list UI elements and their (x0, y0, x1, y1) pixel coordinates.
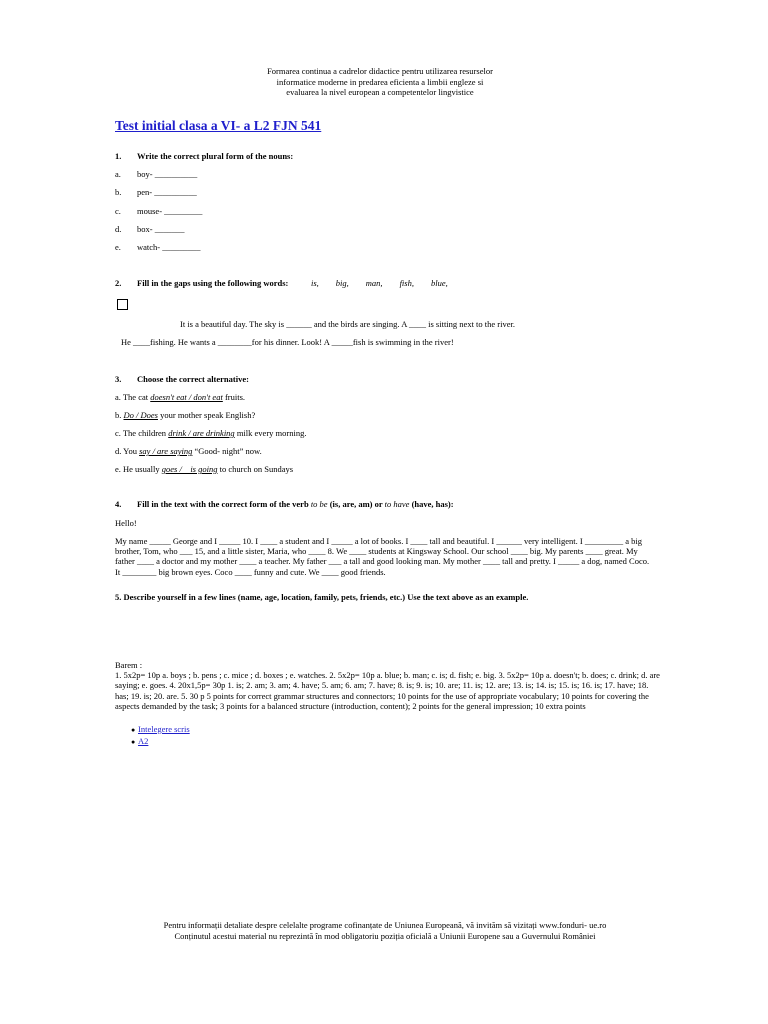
q1-item-a (115, 169, 197, 179)
item-alternatives: say / are saying (139, 446, 193, 456)
question-text: Write the correct plural form of the nouns: (137, 151, 294, 161)
bullet-icon: ● (131, 726, 136, 734)
header (150, 66, 610, 98)
question-number: 2. (115, 278, 122, 288)
item-text: watch- _________ (137, 242, 201, 252)
tag-link-item (131, 724, 190, 736)
footer-line-1: Pentru informații detaliate despre celelalte programe cofinanțate de Uniunea Europeană, vă invităm să vizitați www.fonduri- ue.ro (163, 920, 607, 930)
word-bank-word: blue, (430, 278, 448, 288)
q2-text-line-1: It is a beautiful day. The sky is ______ and the birds are singing. A ____ is sitting next to the river. (180, 319, 515, 329)
word-bank (311, 278, 465, 288)
item-alternatives: goes / is going (161, 464, 218, 474)
verb: to have (384, 499, 410, 509)
q2-text-line-2: He ____fishing. He wants a ________for his dinner. Look! A _____fish is swimming in the river! (121, 337, 454, 347)
answer-key-label: Barem : (115, 660, 143, 670)
q3-item-d (115, 446, 262, 456)
item-text: mouse- _________ (137, 206, 203, 216)
item-text: your mother speak English? (157, 410, 256, 420)
question-5-heading: 5. Describe yourself in a few lines (name, age, location, family, pets, friends, etc.) Use the text above as an example. (115, 592, 529, 602)
item-text: fruits. (222, 392, 246, 402)
item-text: box- _______ (137, 224, 185, 234)
question-1-heading (115, 151, 293, 161)
question-4-heading (115, 499, 454, 509)
word-bank-word: man, (365, 278, 383, 288)
question-2-heading (115, 278, 288, 288)
question-text: (is, are, am) or (327, 499, 385, 509)
question-number: 3. (115, 374, 122, 384)
q3-item-e (115, 464, 293, 474)
header-line-3: evaluarea la nivel european a competentelor lingvistice (286, 87, 474, 97)
q3-item-b (115, 410, 255, 420)
q1-item-b (115, 187, 197, 197)
footer (80, 920, 690, 941)
q1-item-e (115, 242, 201, 252)
tag-links (131, 724, 190, 747)
question-text: Choose the correct alternative: (137, 374, 249, 384)
answer-key-text: 1. 5x2p= 10p a. boys ; b. pens ; c. mice ; d. boxes ; e. watches. 2. 5x2p= 10p a. blue; b. man; c. is; d. fish; e. big. 3. 5x2p= 10p a. doesn't; b. does; c. drink; d. are saying; e. goes. 4. 20x1,5p= 30p 1. is; 2. am; 3. am; 4. have; 5. am; 6. am; 7. have; 8. is; 9. is; 10. are; 11. is; 12. are; 13. is; 14. is; 15. is; 16. is; 17. have; 18. has; 19. is; 20. are. 5. 30 p 5 points for correct grammar structures and connectors; 10 points for the use of appropriate vocabulary; 10 points for covering the aspects demanded by the task; 3 points for a balanced structure (introduction, content); 2 points for the general impression; 10 extra points (115, 670, 660, 711)
tag-link-intelegere-scris[interactable]: Intelegere scris (138, 724, 190, 734)
q3-item-a (115, 392, 245, 402)
q1-item-d (115, 224, 184, 234)
answer-key (115, 660, 660, 711)
item-text: e. He usually (115, 464, 162, 474)
question-text: (have, has): (409, 499, 454, 509)
question-number: 1. (115, 151, 122, 161)
footer-line-2: Conținutul acestui material nu reprezintă în mod obligatoriu poziția oficială a Uniunii Europene sau a Guvernului României (174, 930, 596, 941)
question-text: Fill in the gaps using the following words: (137, 278, 289, 288)
header-line-2: informatice moderne in predarea eficienta a limbii engleze si (276, 76, 484, 87)
image-placeholder-box (117, 299, 128, 310)
item-alternatives: doesn't eat / don't eat (150, 392, 223, 402)
item-text: pen- __________ (137, 187, 197, 197)
word-bank-word: big, (335, 278, 349, 288)
item-alternatives: Do / Does (123, 410, 158, 420)
tag-link-item (131, 736, 190, 748)
item-text: d. You (115, 446, 140, 456)
item-letter: a. (115, 169, 121, 179)
question-number: 4. (115, 499, 122, 509)
page-title[interactable]: Test initial clasa a VI- a L2 FJN 541 (115, 118, 322, 133)
q4-greeting: Hello! (115, 518, 137, 528)
item-letter: c. (115, 206, 121, 216)
item-text: b. (115, 410, 124, 420)
bullet-icon: ● (131, 737, 136, 746)
tag-link-a2[interactable]: A2 (138, 735, 149, 746)
q4-paragraph: My name _____ George and I _____ 10. I ____ a student and I _____ a lot of books. I ____ tall and beautiful. I ______ very intelligent. I _________ a big brother, Tom, who ___ 15, and a little sister, Maria, who ____ 8. We ____ students at Kingsway School. Our school ____ big. My parents ____ great. My father ____ a doctor and my mother ____ a teacher. My father ___ a tall and good looking man. My mother ____ tall and pretty. I _____ a dog, named Coco. It ________ big brown eyes. Coco ____ funny and cute. We ____ good friends. (115, 536, 650, 577)
item-text: a. The cat (115, 392, 151, 402)
item-text: milk every morning. (234, 428, 307, 438)
verb: to be (310, 499, 328, 509)
q3-item-c (115, 428, 306, 438)
item-letter: b. (115, 187, 122, 197)
item-letter: d. (115, 224, 122, 234)
word-bank-word: is, (311, 278, 319, 288)
item-text: to church on Sundays (217, 464, 294, 474)
question-text: Fill in the text with the correct form of the verb (137, 499, 311, 509)
header-line-1: Formarea continua a cadrelor didactice pentru utilizarea resurselor (267, 66, 493, 76)
item-alternatives: drink / are drinking (168, 428, 235, 438)
question-3-heading (115, 374, 249, 384)
q1-item-c (115, 206, 202, 216)
item-letter: e. (115, 242, 121, 252)
item-text: boy- __________ (137, 169, 198, 179)
word-bank-word: fish, (399, 278, 414, 288)
item-text: c. The children (115, 428, 169, 438)
item-text: “Good- night” now. (192, 446, 262, 456)
